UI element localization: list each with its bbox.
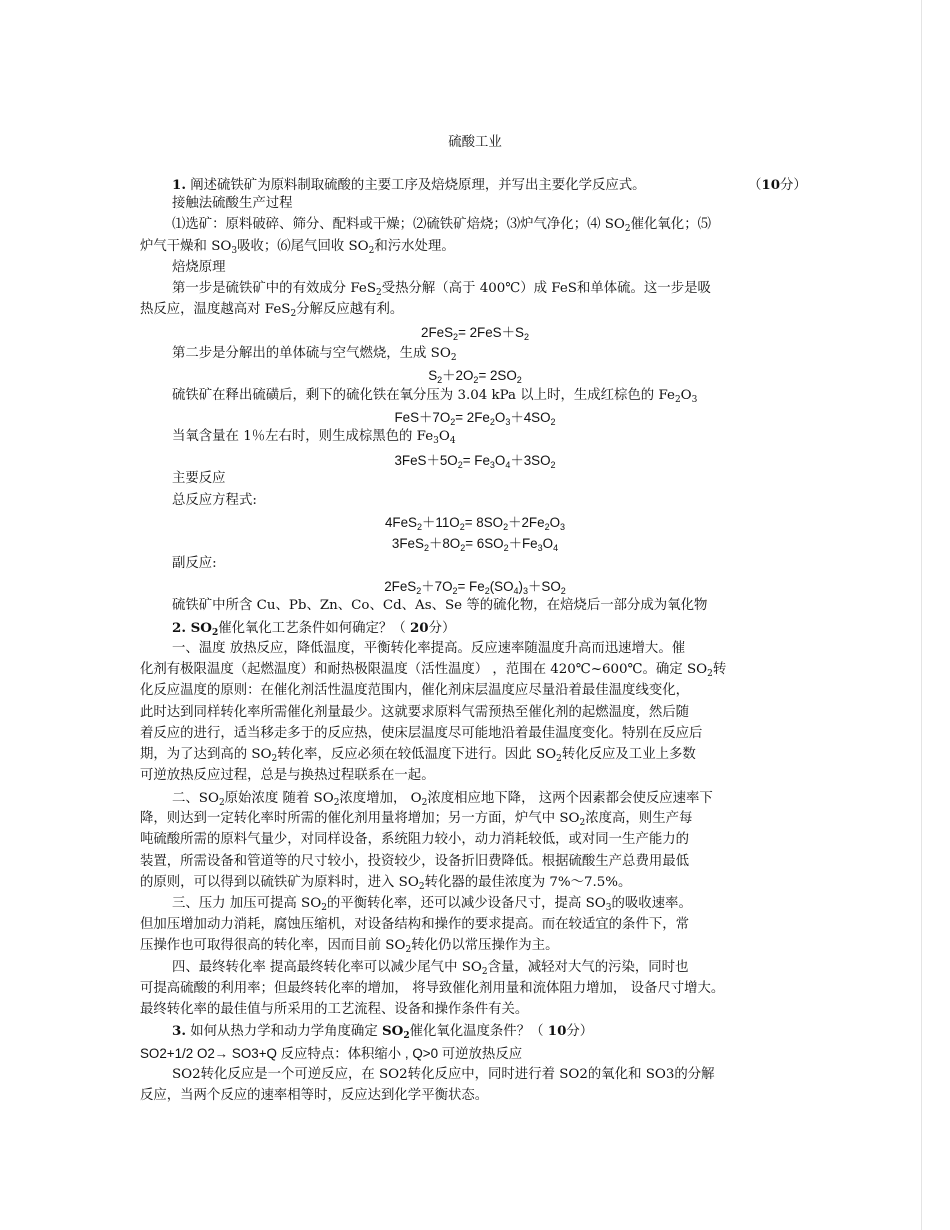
- paragraph-line: SO2转化反应是一个可逆反应，在 SO2转化反应中，同时进行着 SO2的氧化和 SO3的分解: [172, 1067, 715, 1082]
- paragraph-line: 最终转化率的最佳值与所采用的工艺流程、设备和操作条件有关。: [140, 1002, 529, 1017]
- equation: $FeS+7O_2= 2Fe_2O_3+4SO_2$: [394, 410, 556, 427]
- paragraph-line: 但加压增加动力消耗，腐蚀压缩机，对设备结构和操作的要求提高。而在较适宜的条件下，常: [140, 917, 690, 932]
- paragraph-line: 压操作也可取得很高的转化率，因而目前 $SO_2$转化仍以常压操作为主。: [140, 938, 559, 955]
- page-title: 硫酸工业: [448, 135, 502, 150]
- side-reaction-heading: 副反应:: [172, 556, 217, 571]
- paragraph-line: 化剂有极限温度（起燃温度）和耐热极限温度（活性温度） ，范围在 420℃~600℃。确定 $SO_2$转: [140, 662, 727, 679]
- paragraph-line: 热反应，温度越高对 FeS$_2$分解反应越有利。: [140, 302, 404, 319]
- paragraph-line: 四、最终转化率 提高最终转化率可以减少尾气中 $SO_2$含量，减轻对大气的污染，同时也: [172, 960, 689, 977]
- process-line: 炉气干燥和 $SO_3$吸收；⑹尾气回收 $SO_2$和污水处理。: [140, 239, 455, 256]
- paragraph-line: 硫铁矿在释出硫磺后，剩下的硫化铁在氧分压为 3.04 kPa 以上时，生成红棕色的 $Fe_2O_3$: [172, 388, 698, 405]
- paragraph-line: 期，为了达到高的 $SO_2$转化率，反应必须在较低温度下进行。因此 $SO_2$转化反应及工业上多数: [140, 747, 696, 764]
- paragraph-line: 硫铁矿中所含 Cu、Pb、Zn、Co、Cd、As、Se 等的硫化物，在焙烧后一部分成为氧化物: [172, 598, 708, 613]
- roasting-heading: 焙烧原理: [172, 260, 226, 275]
- paragraph-line: 二、$SO_2$原始浓度 随着 $SO_2$浓度增加， $O_2$浓度相应地下降， 这两个因素都会使反应速率下: [172, 791, 713, 808]
- paragraph-line: 化反应温度的原则：在催化剂活性温度范围内，催化剂床层温度应尽量沿着最佳温度线变化，: [140, 683, 690, 698]
- process-line: ⑴选矿：原料破碎、筛分、配料或干燥；⑵硫铁矿焙烧；⑶炉气净化；⑷ $SO_2$催化氧化；⑸: [172, 217, 711, 234]
- equation: $2FeS_2= 2FeS+S_2$: [421, 325, 529, 342]
- paragraph-line: 可提高硫酸的利用率；但最终转化率的增加， 将导致催化剂用量和流体阻力增加， 设备尺寸增大。: [140, 981, 725, 996]
- total-equation-heading: 总反应方程式:: [172, 493, 257, 508]
- paragraph-line: 降，则达到一定转化率时所需的催化剂用量将增加；另一方面，炉气中 $SO_2$浓度高，则生产每: [140, 811, 693, 828]
- equation: $3FeS_2+8O_2= 6SO_2+Fe_3O_4$: [391, 536, 559, 553]
- reaction-summary-line: SO2+1/2 O2→ SO3+Q 反应特点：体积缩小 , Q>0 可逆放热反应: [140, 1046, 523, 1061]
- paragraph-line: 第二步是分解出的单体硫与空气燃烧，生成 $SO_2$: [172, 346, 457, 363]
- question-3-heading: 3. 如何从热力学和动力学角度确定 $SO_2$催化氧化温度条件？（ 10分）: [172, 1023, 594, 1041]
- question-2-heading: 2. $SO_2$催化氧化工艺条件如何确定？（ 20分）: [172, 620, 456, 638]
- paragraph-line: 一、温度 放热反应，降低温度，平衡转化率提高。反应速率随温度升高而迅速增大。催: [172, 641, 686, 656]
- paragraph-line: 第一步是硫铁矿中的有效成分 FeS$_2$受热分解（高于 400℃）成 FeS和单体硫。这一步是吸: [172, 281, 711, 298]
- equation: $3FeS+5O_2= Fe_3O_4+3SO_2$: [394, 453, 556, 470]
- question-1-heading: 1. 阐述硫铁矿为原料制取硫酸的主要工序及焙烧原理，并写出主要化学反应式。: [172, 177, 646, 193]
- paragraph-line: 此时达到同样转化率所需催化剂量最少。这就要求原料气需预热至催化剂的起燃温度，然后随: [140, 705, 690, 720]
- paragraph-line: 的原则，可以得到以硫铁矿为原料时，进入 $SO_2$转化器的最佳浓度为 7%～7.5%。: [140, 875, 632, 892]
- equation: $2FeS_2+7O_2= Fe_2(SO_4)_3+SO_2$: [384, 579, 566, 596]
- paragraph-line: 吨硫酸所需的原料气量少，对同样设备，系统阻力较小，动力消耗较低，或对同一生产能力的: [140, 832, 690, 847]
- paragraph-line: 着反应的进行，适当移走多于的反应热，使床层温度尽可能地沿着最佳温度变化。特别在反应后: [140, 726, 703, 741]
- equation: $4FeS_2+11O_2= 8SO_2+2Fe_2O_3$: [384, 515, 566, 532]
- paragraph-line: 可逆放热反应过程，总是与换热过程联系在一起。: [140, 768, 435, 783]
- question-1-score: （10分）: [748, 177, 807, 193]
- paragraph-line: 当氧含量在 1％左右时，则生成棕黑色的 $Fe_3O_4$: [172, 429, 456, 446]
- paragraph-line: 装置，所需设备和管道等的尺寸较小，投资较少，设备折旧费降低。根据硫酸生产总费用最低: [140, 854, 690, 869]
- paragraph-line: 反应，当两个反应的速率相等时，反应达到化学平衡状态。: [140, 1088, 489, 1103]
- main-reaction-heading: 主要反应: [172, 471, 226, 486]
- process-heading: 接触法硫酸生产过程: [172, 196, 293, 211]
- paragraph-line: 三、压力 加压可提高 $SO_2$的平衡转化率，还可以减少设备尺寸，提高 $SO_3$的吸收速率。: [172, 896, 692, 913]
- equation: $S_2+2O_2= 2SO_2$: [428, 368, 522, 385]
